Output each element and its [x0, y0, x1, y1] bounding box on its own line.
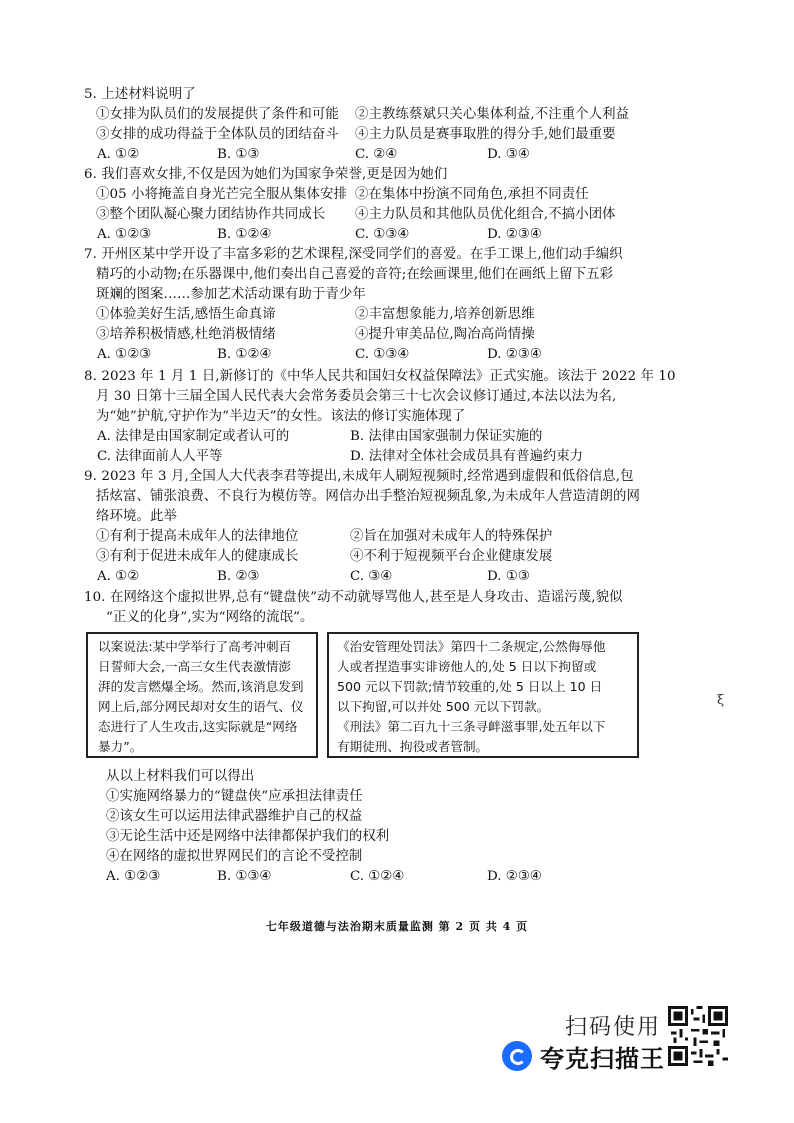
q8-option-a: A. 法律是由国家制定或者认可的 — [97, 429, 290, 444]
law-material-box — [327, 632, 639, 758]
q9-statement-1: ①有利于提高未成年人的法律地位 — [96, 529, 299, 544]
quark-logo-icon — [502, 1041, 532, 1071]
qr-code-icon[interactable] — [668, 1006, 728, 1066]
q5-statement-2: ②主教练蔡斌只关心集体利益,不注重个人利益 — [355, 107, 630, 122]
q5-option-d: D. ③④ — [487, 147, 530, 162]
q6-stem: 6. 我们喜欢女排,不仅是因为她们为国家争荣誉,更是因为她们 — [84, 167, 448, 182]
law-box-line-6: 有期徒刑、拘役或者管制。 — [337, 739, 489, 754]
q8-stem-line-3: 为“她”护航,守护作为“半边天”的女性。该法的修订实施体现了 — [96, 409, 466, 424]
q5-statement-1: ①女排为队员们的发展提供了条件和可能 — [96, 107, 339, 122]
q7-option-a: A. ①②③ — [97, 347, 152, 362]
q6-statement-2: ②在集体中扮演不同角色,承担不同责任 — [355, 187, 589, 202]
q7-stem-line-3: 斑斓的图案……参加艺术活动课有助于青少年 — [96, 287, 366, 302]
q10-option-c: C. ①②④ — [350, 869, 405, 884]
case-box-line-6: 暴力”。 — [98, 739, 143, 754]
q5-statement-4: ④主力队员是赛事取胜的得分手,她们最重要 — [355, 127, 616, 142]
q7-statement-3: ③培养积极情感,杜绝消极情绪 — [96, 327, 276, 342]
q9-option-d: D. ①③ — [487, 569, 530, 584]
scan-to-use-text: 扫码使用 — [565, 1015, 662, 1040]
q8-stem-line-1: 8. 2023 年 1 月 1 日,新修订的《中华人民共和国妇女权益保障法》正式实施。该法于 2022 年 10 — [84, 369, 676, 384]
q6-statement-4: ④主力队员和其他队员优化组合,不搞小团体 — [355, 207, 616, 222]
law-box-line-1: 《治安管理处罚法》第四十二条规定,公然侮辱他 — [337, 639, 606, 654]
q9-statement-4: ④不利于短视频平台企业健康发展 — [350, 549, 553, 564]
q10-option-a: A. ①②③ — [106, 869, 161, 884]
q10-statement-1: ①实施网络暴力的“键盘侠”应承担法律责任 — [106, 789, 363, 804]
q6-option-a: A. ①②③ — [97, 227, 152, 242]
case-material-box — [86, 632, 318, 758]
q8-stem-line-2: 月 30 日第十三届全国人民代表大会常务委员会第三十七次会议修订通过,本法以法为名, — [96, 389, 617, 404]
q7-statement-2: ②丰富想象能力,培养创新思维 — [355, 307, 535, 322]
q7-option-b: B. ①②④ — [217, 347, 272, 362]
case-box-line-4: 网上后,部分网民却对女生的语气、仪 — [98, 699, 304, 714]
law-box-line-5: 《刑法》第二百九十三条寻衅滋事罪,处五年以下 — [337, 719, 606, 734]
margin-mark: ξ — [717, 693, 725, 708]
q8-option-b: B. 法律由国家强制力保证实施的 — [350, 429, 543, 444]
q9-option-b: B. ②③ — [217, 569, 260, 584]
q7-stem-line-2: 精巧的小动物;在乐器课中,他们奏出自己喜爱的音符;在绘画课里,他们在画纸上留下五彩 — [96, 267, 614, 282]
q7-statement-1: ①体验美好生活,感悟生命真谛 — [96, 307, 276, 322]
q10-option-d: D. ②③④ — [487, 869, 542, 884]
q9-statement-2: ②旨在加强对未成年人的特殊保护 — [350, 529, 553, 544]
page-footer: 七年级道德与法治期末质量监测 第 2 页 共 4 页 — [265, 920, 529, 933]
q9-stem-line-2: 括炫富、铺张浪费、不良行为模仿等。网信办出手整治短视频乱象,为未成年人营造清朗的网 — [96, 489, 640, 504]
q10-statement-2: ②该女生可以运用法律武器维护自己的权益 — [106, 809, 363, 824]
q9-stem-line-3: 络环境。此举 — [96, 509, 177, 524]
law-box-line-4: 以下拘留,可以并处 500 元以下罚款。 — [337, 699, 550, 714]
q10-stem-line-1: 10. 在网络这个虚拟世界,总有“键盘侠”动不动就辱骂他人,甚至是人身攻击、造谣污蔑,貌似 — [84, 590, 623, 605]
q9-statement-3: ③有利于促进未成年人的健康成长 — [96, 549, 299, 564]
q10-lead: 从以上材料我们可以得出 — [106, 769, 255, 784]
q5-option-a: A. ①② — [97, 147, 140, 162]
case-box-line-5: 态进行了人生攻击,这实际就是“网络 — [98, 719, 298, 734]
q10-stem-line-2: “正义的化身”,实为“网络的流氓”。 — [106, 610, 314, 625]
q6-option-c: C. ①③④ — [355, 227, 410, 242]
q6-option-d: D. ②③④ — [487, 227, 542, 242]
q9-stem-line-1: 9. 2023 年 3 月,全国人大代表李君等提出,未成年人刷短视频时,经常遇到虚假和低俗信息,包 — [84, 469, 634, 484]
q10-statement-3: ③无论生活中还是网络中法律都保护我们的权利 — [106, 829, 390, 844]
q5-statement-3: ③女排的成功得益于全体队员的团结奋斗 — [96, 127, 339, 142]
q9-option-c: C. ③④ — [350, 569, 393, 584]
q7-stem-line-1: 7. 开州区某中学开设了丰富多彩的艺术课程,深受同学们的喜爱。在手工课上,他们动手编织 — [84, 247, 623, 262]
q6-statement-1: ①05 小将掩盖自身光芒完全服从集体安排 — [96, 187, 347, 202]
scanner-brand — [502, 1040, 665, 1072]
case-box-line-3: 湃的发言燃爆全场。然而,该消息发到 — [98, 679, 304, 694]
q5-option-b: B. ①③ — [217, 147, 260, 162]
q8-option-c: C. 法律面前人人平等 — [97, 449, 223, 464]
q9-option-a: A. ①② — [97, 569, 140, 584]
brand-name: 夸克扫描王 — [540, 1044, 665, 1073]
q5-option-c: C. ②④ — [355, 147, 398, 162]
case-box-line-1: 以案说法:某中学举行了高考冲刺百 — [98, 639, 292, 654]
q7-statement-4: ④提升审美品位,陶冶高尚情操 — [355, 327, 535, 342]
q6-statement-3: ③整个团队凝心聚力团结协作共同成长 — [96, 207, 326, 222]
q7-option-d: D. ②③④ — [487, 347, 542, 362]
law-box-line-2: 人或者捏造事实诽谤他人的,处 5 日以下拘留或 — [337, 659, 597, 674]
q6-option-b: B. ①②④ — [217, 227, 272, 242]
q10-option-b: B. ①③④ — [217, 869, 272, 884]
q10-statement-4: ④在网络的虚拟世界网民们的言论不受控制 — [106, 849, 363, 864]
q5-stem: 5. 上述材料说明了 — [84, 87, 196, 102]
case-box-line-2: 日誓师大会,一高三女生代表激情澎 — [98, 659, 291, 674]
q7-option-c: C. ①③④ — [355, 347, 410, 362]
law-box-line-3: 500 元以下罚款;情节较重的,处 5 日以上 10 日 — [337, 679, 603, 694]
q8-option-d: D. 法律对全体社会成员具有普遍约束力 — [350, 449, 584, 464]
